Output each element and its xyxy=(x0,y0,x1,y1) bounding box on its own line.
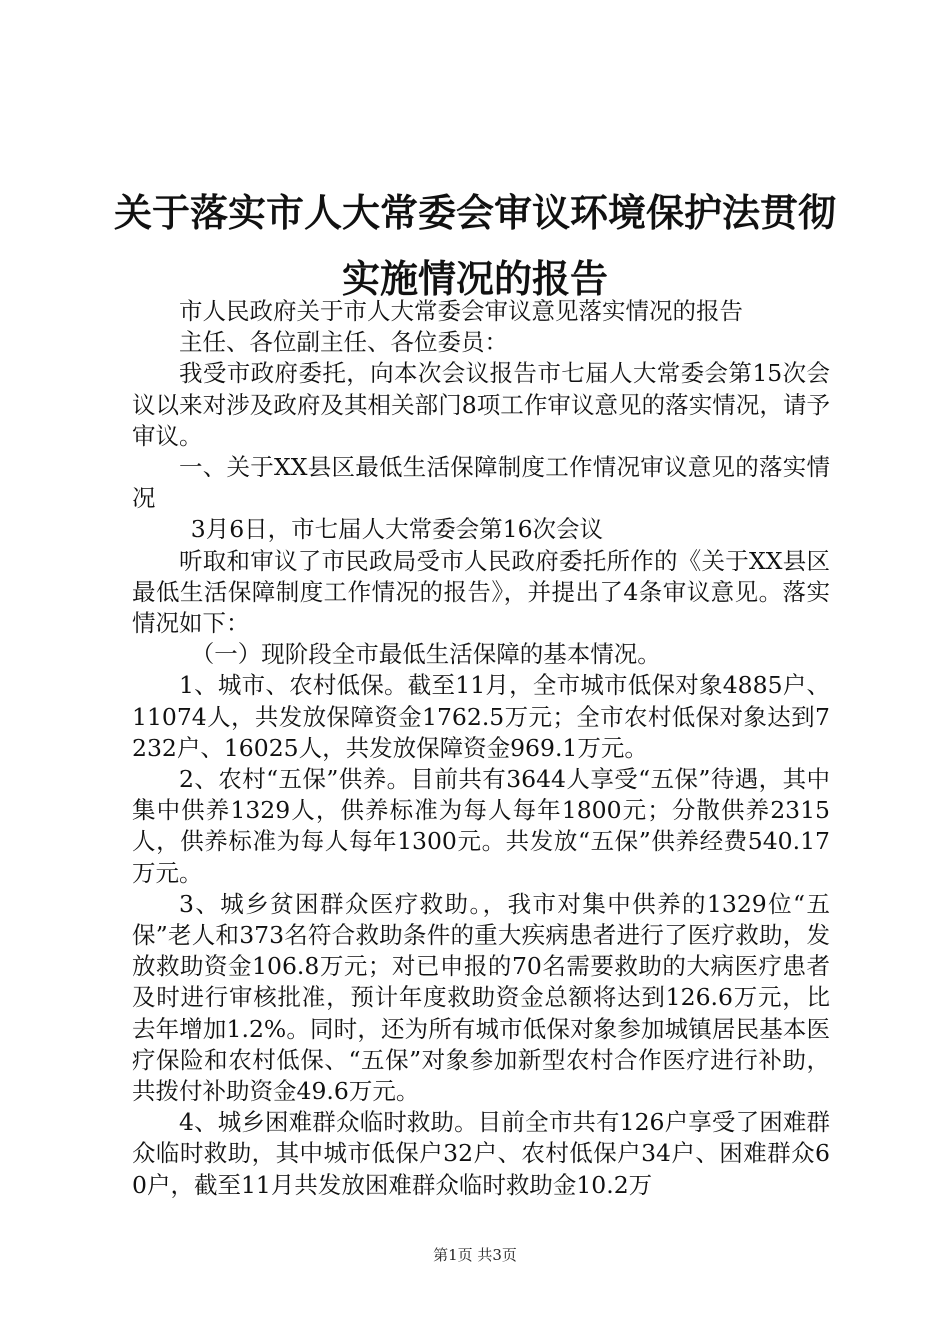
report-subtitle: 市人民政府关于市人大常委会审议意见落实情况的报告 xyxy=(179,297,743,325)
paragraph: 听取和审议了市民政局受市人民政府委托所作的《关于XX县区最低生活保障制度工作情况的报告》，并提出了4条审议意见。落实情况如下： xyxy=(132,546,830,638)
page-footer: 第1页 共3页 xyxy=(433,1246,517,1264)
meeting-date-line: 3月6日，市七届人大常委会第16次会议 xyxy=(190,515,604,544)
paragraph: 4、城乡困难群众临时救助。目前全市共有126户享受了困难群众临时救助，其中城市低保户32户、农村低保户34户、困难群众60户，截至11月共发放困难群众临时救助金10.2万 xyxy=(132,1108,830,1199)
document-body xyxy=(132,296,830,1201)
intro-paragraph: 我受市政府委托，向本次会议报告市七届人大常委会第15次会议以来对涉及政府及其相关部门8项工作审议意见的落实情况，请予审议。 xyxy=(132,359,830,450)
section-heading-1: 一、关于XX县区最低生活保障制度工作情况审议意见的落实情况 xyxy=(132,453,830,513)
paragraph: 1、城市、农村低保。截至11月，全市城市低保对象4885户、11074人，共发放保障资金1762.5万元；全市农村低保对象达到7232户、16025人，共发放保障资金969.1万元。 xyxy=(132,671,830,762)
salutation: 主任、各位副主任、各位委员： xyxy=(179,328,508,357)
paragraph: 2、农村“五保”供养。目前共有3644人享受“五保”待遇，其中集中供养1329人，供养标准为每人每年1800元；分散供养2315人，供养标准为每人每年1300元。共发放“五保”供养经费540.17万元。 xyxy=(132,765,830,887)
document-title: 关于落实市人大常委会审议环境保护法贯彻实施情况的报告 xyxy=(113,191,836,301)
paragraph: 3、城乡贫困群众医疗救助。，我市对集中供养的1329位“五保”老人和373名符合救助条件的重大疾病患者进行了医疗救助，发放救助资金106.8万元；对已申报的70名需要救助的大病医疗患者及时进行审核批准，预计年度救助资金总额将达到126.6万元，比去年增加1.2%。同时，还为所有城市低保对象参加城镇居民基本医疗保险和农村低保、“五保”对象参加新型农村合作医疗进行补助，共拨付补助资金49.6万元。 xyxy=(132,889,830,1106)
subsection-heading: （一）现阶段全市最低生活保障的基本情况。 xyxy=(190,640,661,669)
